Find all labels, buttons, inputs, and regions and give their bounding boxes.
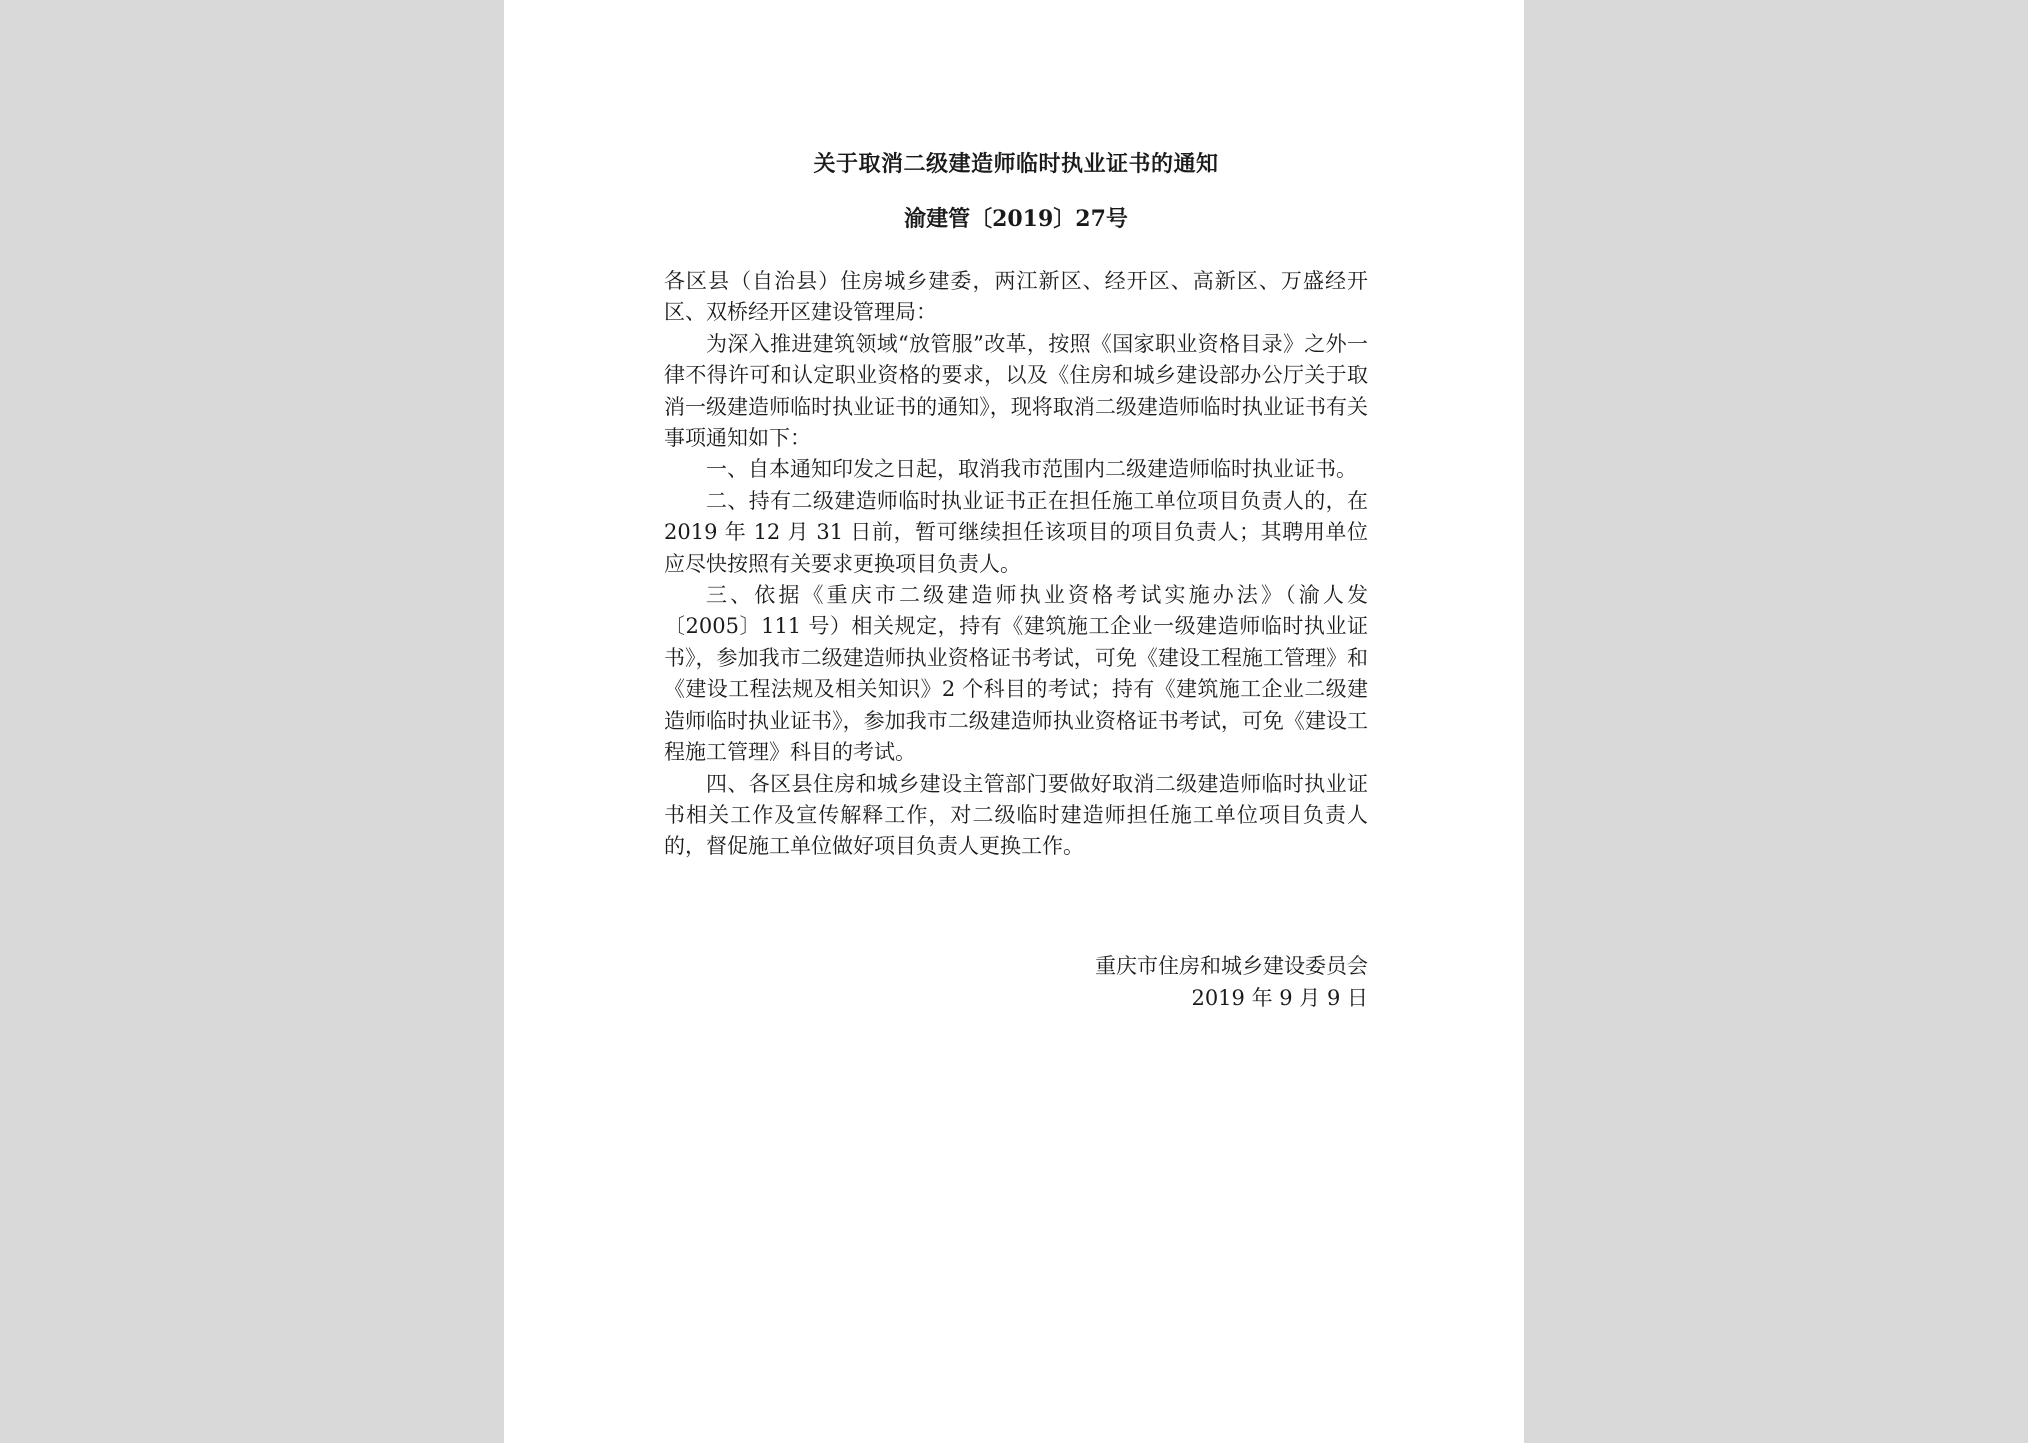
paragraph-intro: 为深入推进建筑领域“放管服”改革，按照《国家职业资格目录》之外一律不得许可和认定职业资格的要求，以及《住房和城乡建设部办公厅关于取消一级建造师临时执业证书的通知》，现将取消二级建造师临时执业证书有关事项通知如下： [664, 331, 1368, 451]
document-number: 渝建管〔2019〕27号 [904, 206, 1128, 232]
document-page [504, 0, 1524, 1443]
document-body [664, 266, 1368, 863]
salutation: 各区县（自治县）住房城乡建委，两江新区、经开区、高新区、万盛经开区、双桥经开区建设管理局： [664, 269, 1368, 325]
document-title: 关于取消二级建造师临时执业证书的通知 [813, 151, 1219, 177]
paragraph-item-3: 三、依据《重庆市二级建造师执业资格考试实施办法》（渝人发〔2005〕111 号）相关规定，持有《建筑施工企业一级建造师临时执业证书》，参加我市二级建造师执业资格证书考试，可免《建设工程施工管理》和《建设工程法规及相关知识》2 个科目的考试；持有《建筑施工企业二级建造师临时执业证书》，参加我市二级建造师执业资格证书考试，可免《建设工程施工管理》科目的考试。 [664, 583, 1368, 765]
issuer-name: 重庆市住房和城乡建设委员会 [1095, 954, 1368, 978]
paragraph-item-1: 一、自本通知印发之日起，取消我市范围内二级建造师临时执业证书。 [706, 457, 1357, 482]
paragraph-item-2: 二、持有二级建造师临时执业证书正在担任施工单位项目负责人的，在 2019 年 12 月 31 日前，暂可继续担任该项目的项目负责人；其聘用单位应尽快按照有关要求更换项目负责人。 [664, 488, 1368, 576]
signature-block [664, 950, 1368, 1014]
paragraph-item-4: 四、各区县住房和城乡建设主管部门要做好取消二级建造师临时执业证书相关工作及宣传解释工作，对二级临时建造师担任施工单位项目负责人的，督促施工单位做好项目负责人更换工作。 [664, 771, 1368, 859]
issue-date: 2019 年 9 月 9 日 [1191, 986, 1368, 1010]
